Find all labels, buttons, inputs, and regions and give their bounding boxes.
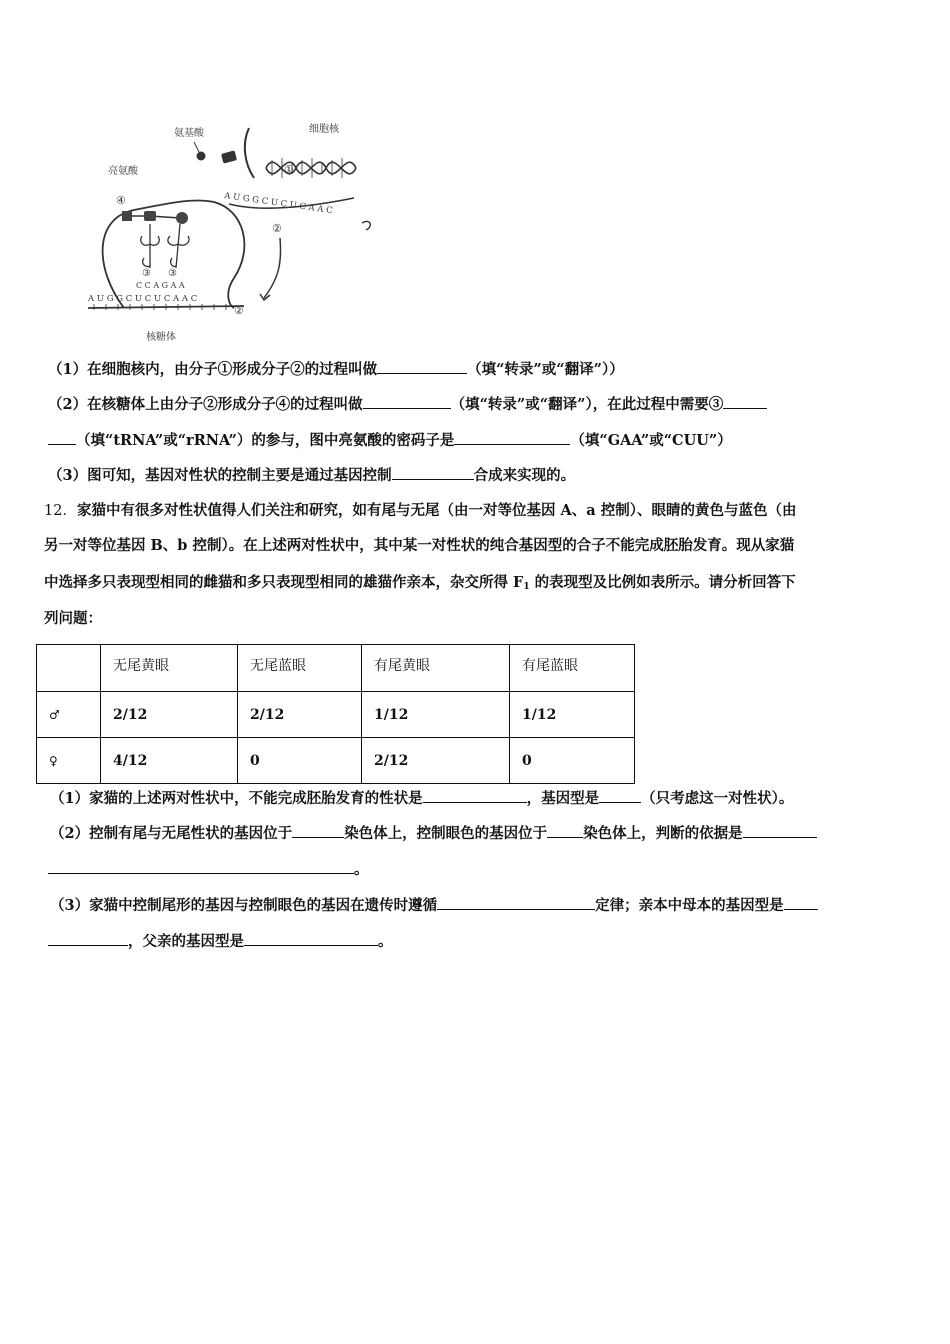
q12-part2-blank-reason-cont[interactable] xyxy=(48,859,354,874)
mrna-tail xyxy=(362,221,370,230)
mrna-sequence-bottom: A U G G C U C U C A A C xyxy=(88,294,198,304)
q12-part3-blank-law[interactable] xyxy=(437,895,595,910)
table-cell: 1/12 xyxy=(510,692,635,738)
table-row xyxy=(37,692,635,738)
table-header-cell: 无尾蓝眼 xyxy=(238,645,362,692)
q12-stem-line2: 另一对等位基因 B、b 控制）。在上述两对性状中，其中某一对性状的纯合基因型的合子不能完成胚胎发育。现从家猫 xyxy=(44,537,795,554)
amino-acid-dot xyxy=(197,152,206,161)
anticodons: C C A G A A xyxy=(136,281,185,290)
q12-part2-blank-tail[interactable] xyxy=(292,823,344,838)
marker-1: ① xyxy=(284,163,294,176)
table-cell: 4/12 xyxy=(101,738,238,784)
table-cell-sex: ♂ xyxy=(37,692,101,738)
q11-part2: （2）在核糖体上由分子②形成分子④的过程叫做 （填“转录”或“翻译”），在此过程中需要③ xyxy=(48,394,908,416)
table-cell: 2/12 xyxy=(238,692,362,738)
peptide-unit-2 xyxy=(144,211,156,221)
marker-3-left: ③ xyxy=(142,268,151,279)
table-cell: 0 xyxy=(510,738,635,784)
q12-stem-line4: 列问题： xyxy=(44,610,102,627)
mrna-sequence-top: A U G G C U C U C A A C xyxy=(223,191,334,217)
table-cell: 2/12 xyxy=(101,692,238,738)
q11-part2-blank-codon[interactable] xyxy=(454,430,570,445)
q12-stem-line1: 12．家猫中有很多对性状值得人们关注和研究，如有尾与无尾（由一对等位基因 A、a 控制）、眼睛的黄色与蓝色（由 xyxy=(44,502,797,519)
table-header-cell: 有尾蓝眼 xyxy=(510,645,635,692)
q11-part2-blank-rna-end[interactable] xyxy=(48,430,76,445)
q11-part1-blank[interactable] xyxy=(377,359,467,374)
table-cell: 0 xyxy=(238,738,362,784)
q12-part3-blank-mother-start[interactable] xyxy=(784,895,818,910)
dna-helix xyxy=(266,158,356,178)
table-header-cell: 有尾黄眼 xyxy=(362,645,510,692)
table-row xyxy=(37,738,635,784)
amino-acid-block xyxy=(221,150,237,163)
marker-2-bottom: ② xyxy=(234,304,244,317)
q11-part2-blank-rna-start[interactable] xyxy=(723,394,767,409)
q11-part3-blank[interactable] xyxy=(392,465,474,480)
q12-part2-blank-reason[interactable] xyxy=(743,823,817,838)
transcription-translation-diagram xyxy=(84,118,384,346)
table-cell-sex: ♀ xyxy=(37,738,101,784)
q12-part3-continued: ，父亲的基因型是 。 xyxy=(48,931,908,953)
q12-stem-line3: 中选择多只表现型相同的雌猫和多只表现型相同的雄猫作亲本，杂交所得 $F_1$ 的表现型及比例如表所示。请分析回答下 xyxy=(44,574,796,592)
marker-2-top: ② xyxy=(272,222,282,235)
q11-part3: （3）图可知，基因对性状的控制主要是通过基因控制 合成来实现的。 xyxy=(48,467,576,484)
peptide-unit-1 xyxy=(122,211,132,221)
amino-acid-pointer xyxy=(194,142,199,152)
q12-part3-blank-mother-end[interactable] xyxy=(48,931,128,946)
q12-part1: （1）家猫的上述两对性状中，不能完成胚胎发育的性状是 ，基因型是 （只考虑这一对性状）。 xyxy=(50,790,794,807)
table-cell: 2/12 xyxy=(362,738,510,784)
q11-part2-continued: （填“tRNA”或“rRNA”）的参与，图中亮氨酸的密码子是 （填“GAA”或“CUU”） xyxy=(48,430,908,452)
q12-part2-continued: 。 xyxy=(48,859,908,881)
q11-part2-blank-process[interactable] xyxy=(363,394,451,409)
q12-part3: （3）家猫中控制尾形的基因与控制眼色的基因在遗传时遵循 定律；亲本中母本的基因型是 xyxy=(50,895,910,917)
table-header-cell: 无尾黄眼 xyxy=(101,645,238,692)
marker-3-right: ③ xyxy=(168,268,177,279)
transport-arrow xyxy=(264,238,281,298)
f1-phenotype-table xyxy=(36,644,635,784)
trna-molecules xyxy=(141,224,189,268)
nucleus-tail xyxy=(245,128,254,178)
q11-part1: （1）在细胞核内，由分子①形成分子②的过程叫做 （填“转录”或“翻译”）） xyxy=(48,361,624,378)
ribosome-label: 核糖体 xyxy=(146,332,176,343)
q12-part2: （2）控制有尾与无尾性状的基因位于 染色体上，控制眼色的基因位于 染色体上，判断的依据是 xyxy=(50,823,910,845)
peptide-unit-3 xyxy=(176,212,188,224)
table-header-row xyxy=(37,645,635,692)
nucleus-label: 细胞核 xyxy=(309,124,339,135)
table-cell: 1/12 xyxy=(362,692,510,738)
q12-part1-blank-genotype[interactable] xyxy=(599,788,641,803)
q12-part3-blank-father[interactable] xyxy=(244,931,378,946)
amino-acid-label: 氨基酸 xyxy=(174,128,204,139)
marker-4: ④ xyxy=(116,194,126,207)
table-header-cell xyxy=(37,645,101,692)
q12-part2-blank-eye[interactable] xyxy=(547,823,583,838)
leucine-label: 亮氨酸 xyxy=(108,166,138,177)
q12-part1-blank-trait[interactable] xyxy=(423,788,527,803)
